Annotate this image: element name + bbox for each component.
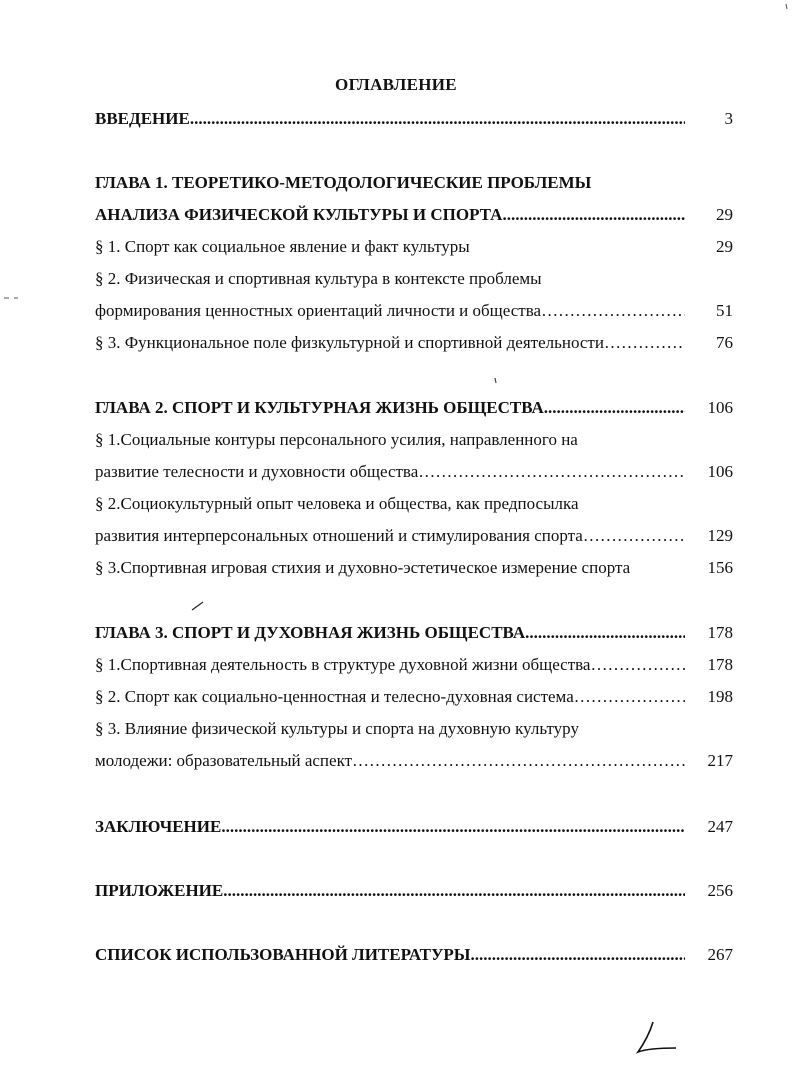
page-number: 129 xyxy=(707,526,733,545)
entry-label: ГЛАВА 3. СПОРТ И ДУХОВНАЯ ЖИЗНЬ ОБЩЕСТВА xyxy=(95,623,526,642)
page-number: 3 xyxy=(724,109,733,128)
entry-label: § 1. Спорт как социальное явление и факт культуры xyxy=(95,237,470,256)
entry-label: ПРИЛОЖЕНИЕ xyxy=(95,881,224,900)
page-number: 106 xyxy=(707,398,733,417)
page-number: 51 xyxy=(716,301,733,320)
entry-label: § 3. Функциональное поле физкультурной и спортивной деятельности xyxy=(95,333,604,352)
entry-label: ГЛАВА 2. СПОРТ И КУЛЬТУРНАЯ ЖИЗНЬ ОБЩЕСТВА xyxy=(95,398,544,417)
entry-label: развитие телесности и духовности общества xyxy=(95,462,419,481)
entry-label: формирования ценностных ориентаций личности и общества xyxy=(95,301,542,320)
entry-label: § 2.Социокультурный опыт человека и общества, как предпосылка xyxy=(95,494,579,513)
page-number: 76 xyxy=(716,333,733,352)
page-number: 156 xyxy=(707,558,733,577)
entry-label: § 3.Спортивная игровая стихия и духовно-эстетическое измерение спорта xyxy=(95,558,631,577)
entry-label: § 2. Физическая и спортивная культура в контексте проблемы xyxy=(95,269,542,288)
pencil-tick xyxy=(192,602,203,610)
page-number: 247 xyxy=(707,817,733,836)
page-number: 178 xyxy=(707,623,733,642)
scan-mark xyxy=(786,4,787,9)
entry-label: § 3. Влияние физической культуры и спорта на духовную культуру xyxy=(95,719,579,738)
page-number: 217 xyxy=(707,751,733,770)
toc-title: ОГЛАВЛЕНИЕ xyxy=(335,75,457,94)
page-number: 106 xyxy=(707,462,733,481)
page-number: 178 xyxy=(707,655,733,674)
entry-label: развития интерперсональных отношений и стимулирования спорта xyxy=(95,526,583,545)
scan-mark xyxy=(495,378,496,383)
page-number: 29 xyxy=(716,205,733,224)
entry-label: АНАЛИЗА ФИЗИЧЕСКОЙ КУЛЬТУРЫ И СПОРТА xyxy=(95,205,503,224)
entry-label: ЗАКЛЮЧЕНИЕ xyxy=(95,817,222,836)
entry-label: § 1.Социальные контуры персонального усилия, направленного на xyxy=(95,430,578,449)
handwritten-mark xyxy=(638,1022,676,1052)
entry-label: ВВЕДЕНИЕ xyxy=(95,109,190,128)
entry-label: § 2. Спорт как социально-ценностная и телесно-духовная система xyxy=(95,687,574,706)
page-number: 198 xyxy=(707,687,733,706)
entry-label: § 1.Спортивная деятельность в структуре духовной жизни общества xyxy=(95,655,591,674)
page-number: 256 xyxy=(707,881,733,900)
page-number: 267 xyxy=(707,945,733,964)
entry-label: ГЛАВА 1. ТЕОРЕТИКО-МЕТОДОЛОГИЧЕСКИЕ ПРОБЛЕМЫ xyxy=(95,173,592,192)
entry-label: молодежи: образовательный аспект xyxy=(95,751,353,770)
entry-label: СПИСОК ИСПОЛЬЗОВАННОЙ ЛИТЕРАТУРЫ xyxy=(95,945,471,964)
page-number: 29 xyxy=(716,237,733,256)
